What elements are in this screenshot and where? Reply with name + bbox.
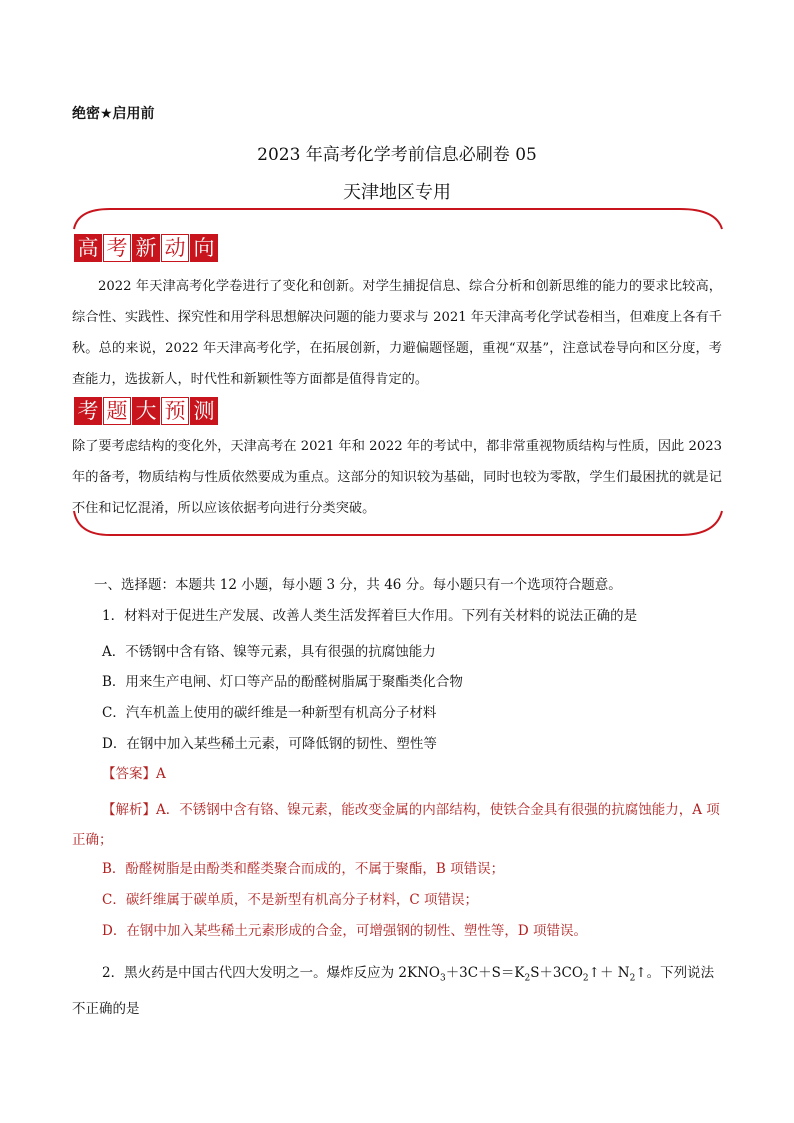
badge-char: 考 — [74, 397, 102, 425]
predict-paragraph: 除了要考虑结构的变化外，天津高考在 2021 年和 2022 年的考试中，都非常重视物质结构与性质，因此 2023 年的备考，物质结构与性质依然要成为重点。这部分的知识较为基础，同时也较为零散，学生们最困扰的就是记不住和记忆混淆，所以应该依据考向进行分类突破。 — [72, 439, 722, 516]
option-d: D．在钢中加入某些稀土元素，可降低钢的韧性、塑性等 — [102, 736, 437, 752]
answer-line: 【答案】A — [102, 766, 166, 782]
exam-title: 2023 年高考化学考前信息必刷卷 05 — [257, 145, 537, 165]
option-c: C．汽车机盖上使用的碳纤维是一种新型有机高分子材料 — [102, 705, 437, 721]
section-heading: 一、选择题：本题共 12 小题，每小题 3 分，共 46 分。每小题只有一个选项符合题意。 — [94, 577, 622, 593]
badge-char: 考 — [103, 234, 131, 262]
predict-badge — [74, 397, 218, 425]
confidential-label: 绝密★启用前 — [72, 106, 155, 122]
trend-paragraph: 2022 年天津高考化学卷进行了变化和创新。对学生捕捉信息、综合分析和创新思维的能力的要求比较高，综合性、实践性、探究性和用学科思想解决问题的能力要求与 2021 年天津高考化学试卷相当，但难度上各有千秋。总的来说，2022 年天津高考化学，在拓展创新，力避偏题怪题，重视“双基”，注意试卷导向和区分度，考查能力，选拔新人，时代性和新颖性等方面都是值得肯定的。 — [72, 279, 722, 387]
trend-badge — [74, 234, 218, 262]
badge-char: 动 — [161, 234, 189, 262]
q2-text-post: 。下列说法不正确的是 — [72, 965, 715, 1017]
analysis-a: 【解析】A．不锈钢中含有铬、镍元素，能改变金属的内部结构，使铁合金具有很强的抗腐蚀能力，A 项正确； — [72, 802, 720, 848]
option-b: B．用来生产电闸、灯口等产品的酚醛树脂属于聚酯类化合物 — [102, 674, 463, 690]
analysis-c: C．碳纤维属于碳单质，不是新型有机高分子材料，C 项错误； — [102, 892, 478, 908]
question-2-stem — [72, 958, 722, 1024]
badge-char: 向 — [190, 234, 218, 262]
badge-char: 大 — [132, 397, 160, 425]
badge-char: 高 — [74, 234, 102, 262]
analysis-d: D．在钢中加入某些稀土元素形成的合金，可增强钢的韧性、塑性等，D 项错误。 — [102, 923, 587, 939]
badge-char: 预 — [161, 397, 189, 425]
badge-char: 题 — [103, 397, 131, 425]
badge-char: 测 — [190, 397, 218, 425]
reaction-equation: $2KNO_3+3C+S=K_2S+3CO_2↑+$ $N_2↑$ — [398, 965, 647, 984]
badge-char: 新 — [132, 234, 160, 262]
question-1-stem: 1．材料对于促进生产发展、改善人类生活发挥着巨大作用。下列有关材料的说法正确的是 — [102, 608, 638, 624]
option-a: A．不锈钢中含有铬、镍等元素，具有很强的抗腐蚀能力 — [102, 644, 436, 660]
analysis-b: B．酚醛树脂是由酚类和醛类聚合而成的，不属于聚酯，B 项错误； — [102, 861, 505, 877]
q2-text-pre: 2．黑火药是中国古代四大发明之一。爆炸反应为 — [102, 965, 399, 981]
exam-subtitle: 天津地区专用 — [343, 182, 451, 203]
